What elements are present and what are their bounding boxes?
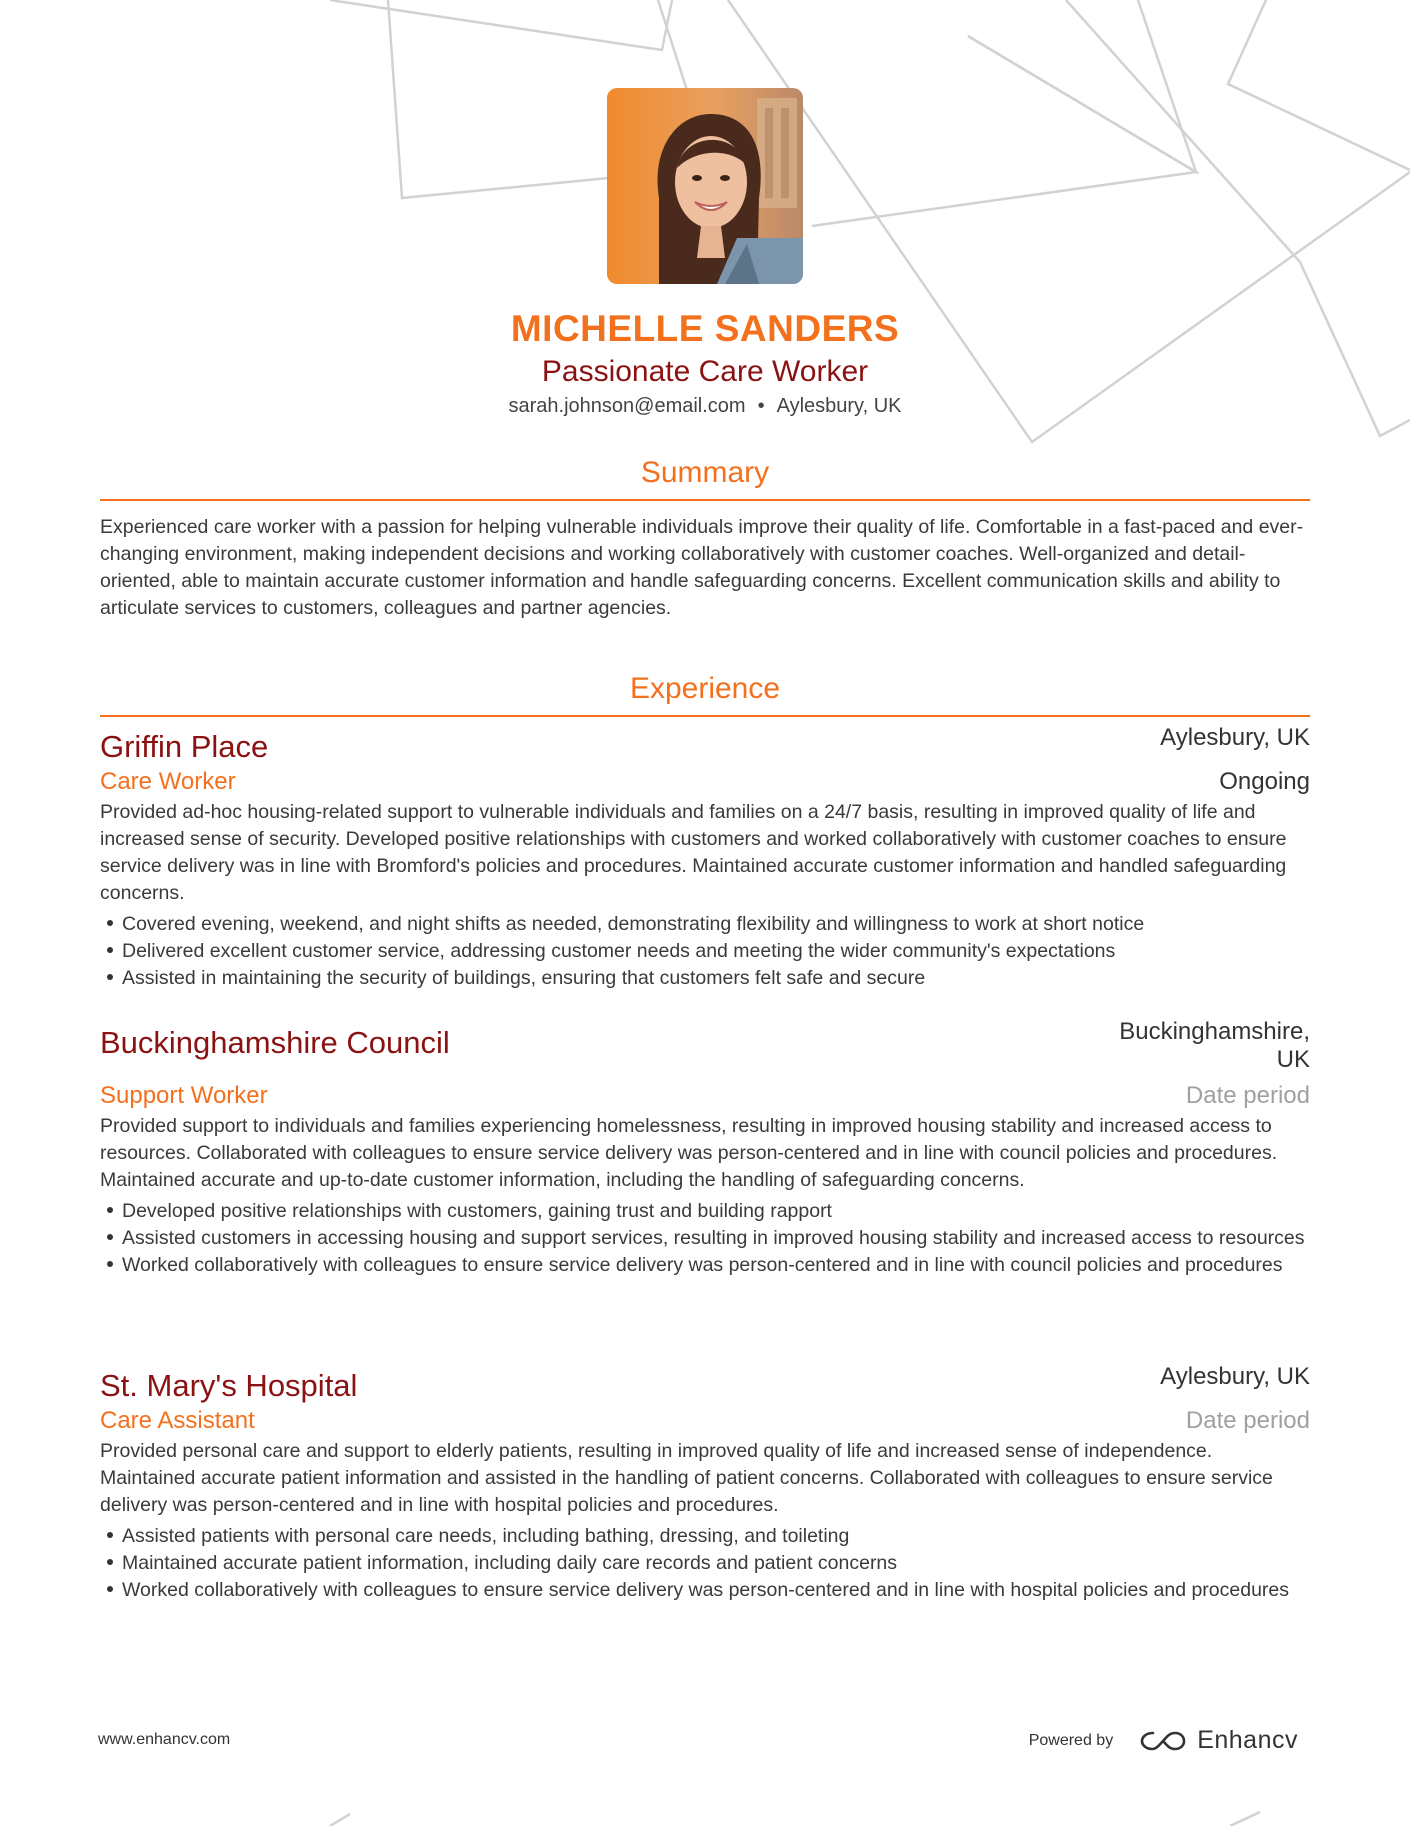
contact-location: Aylesbury, UK: [776, 395, 902, 417]
job-company: Griffin Place: [100, 729, 269, 764]
job-bullets: [100, 1523, 1310, 1604]
job-bullet: Assisted patients with personal care needs, including bathing, dressing, and toileting: [100, 1523, 1310, 1550]
job-date: Date period: [1185, 1082, 1310, 1109]
job-bullet: Developed positive relationships with customers, gaining trust and building rapport: [100, 1198, 1310, 1225]
contact-separator: •: [757, 395, 765, 417]
summary-text: Experienced care worker with a passion for helping vulnerable individuals improve their quality of life. Comfortable in a fast-paced and ever-changing environment, making independent decisions and working collaboratively with customer coaches. Well-organized and detail-oriented, able to maintain accurate customer information and handle safeguarding concerns. Excellent communication skills and ability to articulate services to customers, colleagues and partner agencies.: [100, 516, 1304, 619]
footer-url-link[interactable]: www.enhancv.com: [98, 1731, 231, 1748]
job-header-row: [100, 1363, 1310, 1405]
job-date: Ongoing: [1219, 768, 1310, 795]
candidate-name: MICHELLE SANDERS: [510, 308, 900, 349]
job-location: Aylesbury, UK: [1160, 1363, 1310, 1390]
job-role-row: [100, 766, 1310, 798]
candidate-headline: Passionate Care Worker: [541, 355, 869, 388]
job-description: Provided support to individuals and families experiencing homelessness, resulting in improved housing stability and increased access to resources. Collaborated with colleagues to ensure service delivery was person-centered and in line with council policies and procedures. Maintained accurate and up-to-date customer information, including the handling of safeguarding concerns.: [100, 1115, 1278, 1191]
job-entry: [100, 1363, 1310, 1604]
experience-title: Experience: [100, 670, 1310, 717]
job-bullet: Covered evening, weekend, and night shifts as needed, demonstrating flexibility and willingness to work at short notice: [100, 911, 1310, 938]
job-role: Care Worker: [100, 768, 236, 795]
job-entry: [100, 1018, 1310, 1279]
job-bullet: Worked collaboratively with colleagues to ensure service delivery was person-centered and in line with council policies and procedures: [100, 1252, 1310, 1279]
resume-header: [0, 306, 1410, 419]
job-bullets: [100, 911, 1310, 992]
enhancv-logo-icon: [1139, 1728, 1187, 1754]
job-header-row: [100, 724, 1310, 766]
powered-by-label: Powered by: [1028, 1731, 1114, 1749]
job-header-row: [100, 1018, 1310, 1074]
job-location: Buckinghamshire, UK: [1119, 1018, 1310, 1073]
job-bullet: Maintained accurate patient information, including daily care records and patient concerns: [100, 1550, 1310, 1577]
job-bullet: Worked collaboratively with colleagues to ensure service delivery was person-centered and in line with hospital policies and procedures: [100, 1577, 1310, 1604]
job-role: Support Worker: [100, 1082, 268, 1109]
job-date: Date period: [1185, 1407, 1310, 1434]
job-company: Buckinghamshire Council: [100, 1025, 450, 1060]
job-bullet: Assisted customers in accessing housing and support services, resulting in improved housing stability and increased access to resources: [100, 1225, 1310, 1252]
job-entry: [100, 724, 1310, 992]
decorative-bottom-marks: [0, 1800, 1410, 1826]
summary-title: Summary: [100, 454, 1310, 501]
job-bullets: [100, 1198, 1310, 1279]
avatar: [607, 88, 803, 284]
summary-section: [100, 454, 1310, 622]
job-role-row: [100, 1080, 1310, 1112]
footer-branding: [1029, 1726, 1298, 1755]
page-footer: [98, 1726, 1310, 1756]
experience-section: [100, 670, 1310, 717]
job-location: Aylesbury, UK: [1160, 724, 1310, 751]
contact-email[interactable]: sarah.johnson@email.com: [508, 395, 746, 417]
job-description: Provided ad-hoc housing-related support to vulnerable individuals and families on a 24/7 basis, resulting in improved quality of life and increased sense of security. Developed positive relationships with customers and worked collaboratively with customer coaches to ensure service delivery was in line with Bromford's policies and procedures. Maintained accurate customer information and handled safeguarding concerns.: [100, 801, 1287, 904]
job-bullet: Delivered excellent customer service, addressing customer needs and meeting the wider community's expectations: [100, 938, 1310, 965]
profile-photo: [607, 88, 803, 284]
job-bullet: Assisted in maintaining the security of buildings, ensuring that customers felt safe and secure: [100, 965, 1310, 992]
brand-name: Enhancv: [1197, 1726, 1298, 1754]
contact-info: [0, 393, 1410, 419]
job-role-row: [100, 1405, 1310, 1437]
job-role: Care Assistant: [100, 1407, 255, 1434]
job-description: Provided personal care and support to elderly patients, resulting in improved quality of life and increased sense of independence. Maintained accurate patient information and assisted in the handling of patient concerns. Collaborated with colleagues to ensure service delivery was person-centered and in line with hospital policies and procedures.: [100, 1440, 1273, 1516]
job-company: St. Mary's Hospital: [100, 1368, 358, 1403]
